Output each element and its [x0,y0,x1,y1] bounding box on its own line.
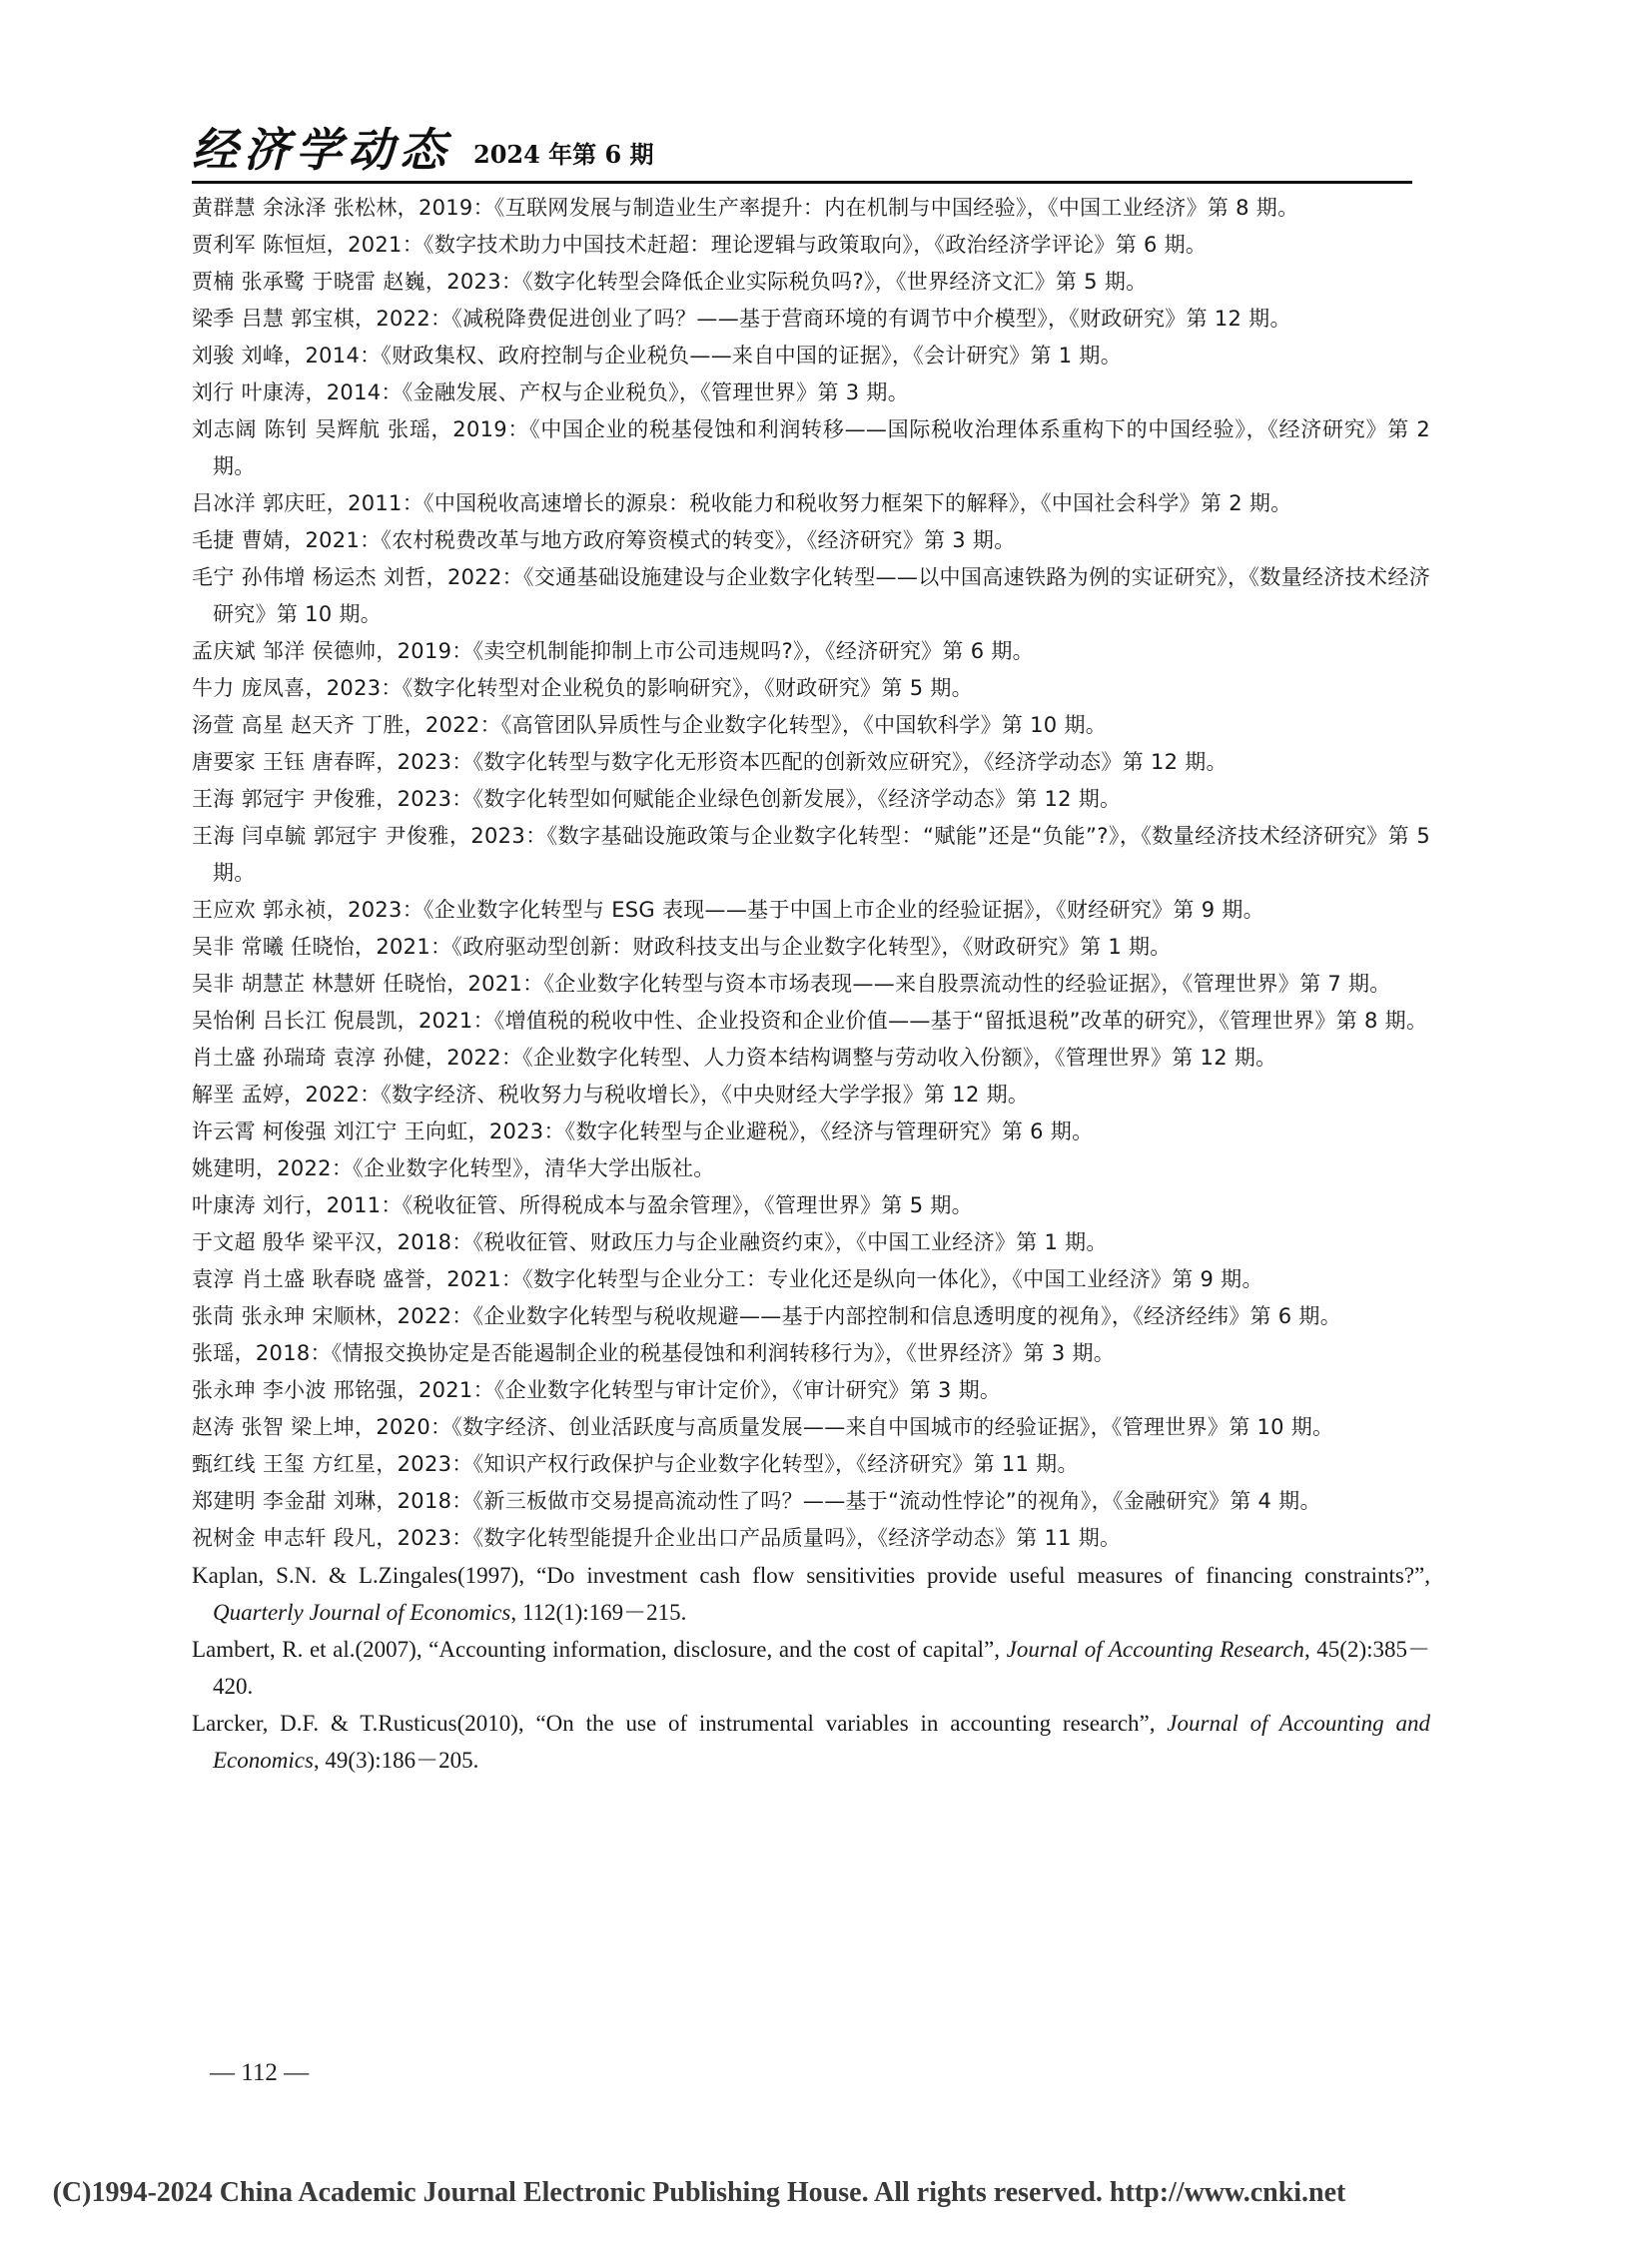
reference-item: 刘行 叶康涛，2014：《金融发展、产权与企业税负》，《管理世界》第 3 期。 [192,380,910,404]
reference-item: 贾利军 陈恒烜，2021：《数字技术助力中国技术赶超：理论逻辑与政策取向》，《政治经济学评论》第 6 期。 [192,233,1208,257]
reference-item: 毛捷 曹婧，2021：《农村税费改革与地方政府筹资模式的转变》，《经济研究》第 3 期。 [192,528,1016,552]
reference-prefix: Kaplan, S.N. & L.Zingales(1997), “Do investment cash flow sensitivities provide useful measures of financing constraints?”, [192,1563,1430,1588]
reference-prefix: Lambert, R. et al.(2007), “Accounting information, disclosure, and the cost of capital”, [192,1637,1007,1662]
reference-item: 黄群慧 余泳泽 张松林，2019：《互联网发展与制造业生产率提升：内在机制与中国经验》，《中国工业经济》第 8 期。 [192,196,1299,220]
reference-list [192,190,1430,1779]
reference-item: 吴怡俐 吕长江 倪晨凯，2021：《增值税的税收中性、企业投资和企业价值——基于“留抵退税”改革的研究》，《管理世界》第 8 期。 [192,1009,1428,1033]
reference-item: 肖土盛 孙瑞琦 袁淳 孙健，2022：《企业数字化转型、人力资本结构调整与劳动收入份额》，《管理世界》第 12 期。 [192,1046,1277,1070]
header-divider [192,181,1412,184]
reference-item: 张永珅 李小波 邢铭强，2021：《企业数字化转型与审计定价》，《审计研究》第 3 期。 [192,1378,1002,1402]
reference-suffix: , 112(1):169－215. [510,1600,687,1625]
reference-item: 梁季 吕慧 郭宝棋，2022：《减税降费促进创业了吗？——基于营商环境的有调节中介模型》，《财政研究》第 12 期。 [192,307,1291,331]
reference-journal: Quarterly Journal of Economics [213,1600,511,1625]
reference-item-en [192,1557,1430,1631]
reference-item: 王应欢 郭永祯，2023：《企业数字化转型与 ESG 表现——基于中国上市企业的经验证据》，《财经研究》第 9 期。 [192,898,1264,922]
reference-item-en [192,1631,1430,1705]
reference-item: 毛宁 孙伟增 杨运杰 刘哲，2022：《交通基础设施建设与企业数字化转型——以中国高速铁路为例的实证研究》，《数量经济技术经济研究》第 10 期。 [192,565,1430,626]
issue-label: 2024 年第 6 期 [473,140,654,169]
reference-item: 许云霄 柯俊强 刘江宁 王向虹，2023：《数字化转型与企业避税》，《经济与管理研究》第 6 期。 [192,1120,1094,1143]
reference-suffix: , 45(2):385－420. [213,1637,1430,1699]
reference-item-en [192,1705,1430,1779]
reference-item: 袁淳 肖土盛 耿春晓 盛誉，2021：《数字化转型与企业分工：专业化还是纵向一体化》，《中国工业经济》第 9 期。 [192,1267,1263,1291]
reference-item: 解垩 孟婷，2022：《数字经济、税收努力与税收增长》，《中央财经大学学报》第 12 期。 [192,1083,1030,1107]
reference-item: 吴非 胡慧芷 林慧妍 任晓怡，2021：《企业数字化转型与资本市场表现——来自股票流动性的经验证据》，《管理世界》第 7 期。 [192,972,1391,996]
page-number: — 112 — [210,2059,310,2086]
reference-item: 贾楠 张承鹭 于晓雷 赵巍，2023：《数字化转型会降低企业实际税负吗?》，《世界经济文汇》第 5 期。 [192,270,1148,294]
reference-item: 祝树金 申志轩 段凡，2023：《数字化转型能提升企业出口产品质量吗》，《经济学动态》第 11 期。 [192,1526,1122,1550]
reference-prefix: Larcker, D.F. & T.Rusticus(2010), “On the use of instrumental variables in accounting research”, [192,1711,1168,1736]
reference-item: 郑建明 李金甜 刘琳，2018：《新三板做市交易提高流动性了吗？——基于“流动性悖论”的视角》，《金融研究》第 4 期。 [192,1489,1321,1513]
reference-item: 王海 郭冠宇 尹俊雅，2023：《数字化转型如何赋能企业绿色创新发展》，《经济学动态》第 12 期。 [192,787,1122,811]
reference-item: 于文超 殷华 梁平汉，2018：《税收征管、财政压力与企业融资约束》，《中国工业经济》第 1 期。 [192,1230,1108,1254]
reference-item: 唐要家 王钰 唐春晖，2023：《数字化转型与数字化无形资本匹配的创新效应研究》，《经济学动态》第 12 期。 [192,750,1228,774]
reference-item: 吕冰洋 郭庆旺，2011：《中国税收高速增长的源泉：税收能力和税收努力框架下的解释》，《中国社会科学》第 2 期。 [192,491,1292,515]
copyright-notice: (C)1994-2024 China Academic Journal Electronic Publishing House. All rights reserved. http://www.cnki.net [52,2177,1346,2208]
reference-item: 汤萱 高星 赵天齐 丁胜，2022：《高管团队异质性与企业数字化转型》，《中国软科学》第 10 期。 [192,713,1108,737]
reference-item: 张茼 张永珅 宋顺林，2022：《企业数字化转型与税收规避——基于内部控制和信息透明度的视角》，《经济经纬》第 6 期。 [192,1304,1342,1328]
reference-item: 姚建明，2022：《企业数字化转型》，清华大学出版社。 [192,1156,715,1180]
reference-item: 赵涛 张智 梁上坤，2020：《数字经济、创业活跃度与高质量发展——来自中国城市的经验证据》，《管理世界》第 10 期。 [192,1415,1334,1439]
reference-item: 甄红线 王玺 方红星，2023：《知识产权行政保护与企业数字化转型》，《经济研究》第 11 期。 [192,1452,1079,1476]
reference-item: 叶康涛 刘行，2011：《税收征管、所得税成本与盈余管理》，《管理世界》第 5 期。 [192,1193,973,1217]
reference-item: 孟庆斌 邹洋 侯德帅，2019：《卖空机制能抑制上市公司违规吗?》，《经济研究》第 6 期。 [192,639,1034,663]
reference-item: 牛力 庞凤喜，2023：《数字化转型对企业税负的影响研究》，《财政研究》第 5 期。 [192,676,973,700]
journal-logo: 经济学动态 [192,123,451,177]
reference-suffix: , 49(3):186－205. [313,1748,479,1773]
journal-header [192,118,1412,178]
reference-item: 吴非 常曦 任晓怡，2021：《政府驱动型创新：财政科技支出与企业数字化转型》，《财政研究》第 1 期。 [192,935,1172,959]
reference-journal: Journal of Accounting Research [1006,1637,1304,1662]
reference-item: 刘骏 刘峰，2014：《财政集权、政府控制与企业税负——来自中国的证据》，《会计研究》第 1 期。 [192,344,1123,368]
reference-journal: Journal of Accounting and Economics [213,1711,1430,1773]
reference-item: 张瑶，2018：《情报交换协定是否能遏制企业的税基侵蚀和利润转移行为》，《世界经济》第 3 期。 [192,1341,1116,1365]
reference-item: 王海 闫卓毓 郭冠宇 尹俊雅，2023：《数字基础设施政策与企业数字化转型：“赋能”还是“负能”?》，《数量经济技术经济研究》第 5 期。 [192,824,1430,885]
reference-item: 刘志阔 陈钊 吴辉航 张瑶，2019：《中国企业的税基侵蚀和利润转移——国际税收治理体系重构下的中国经验》，《经济研究》第 2 期。 [192,417,1430,478]
